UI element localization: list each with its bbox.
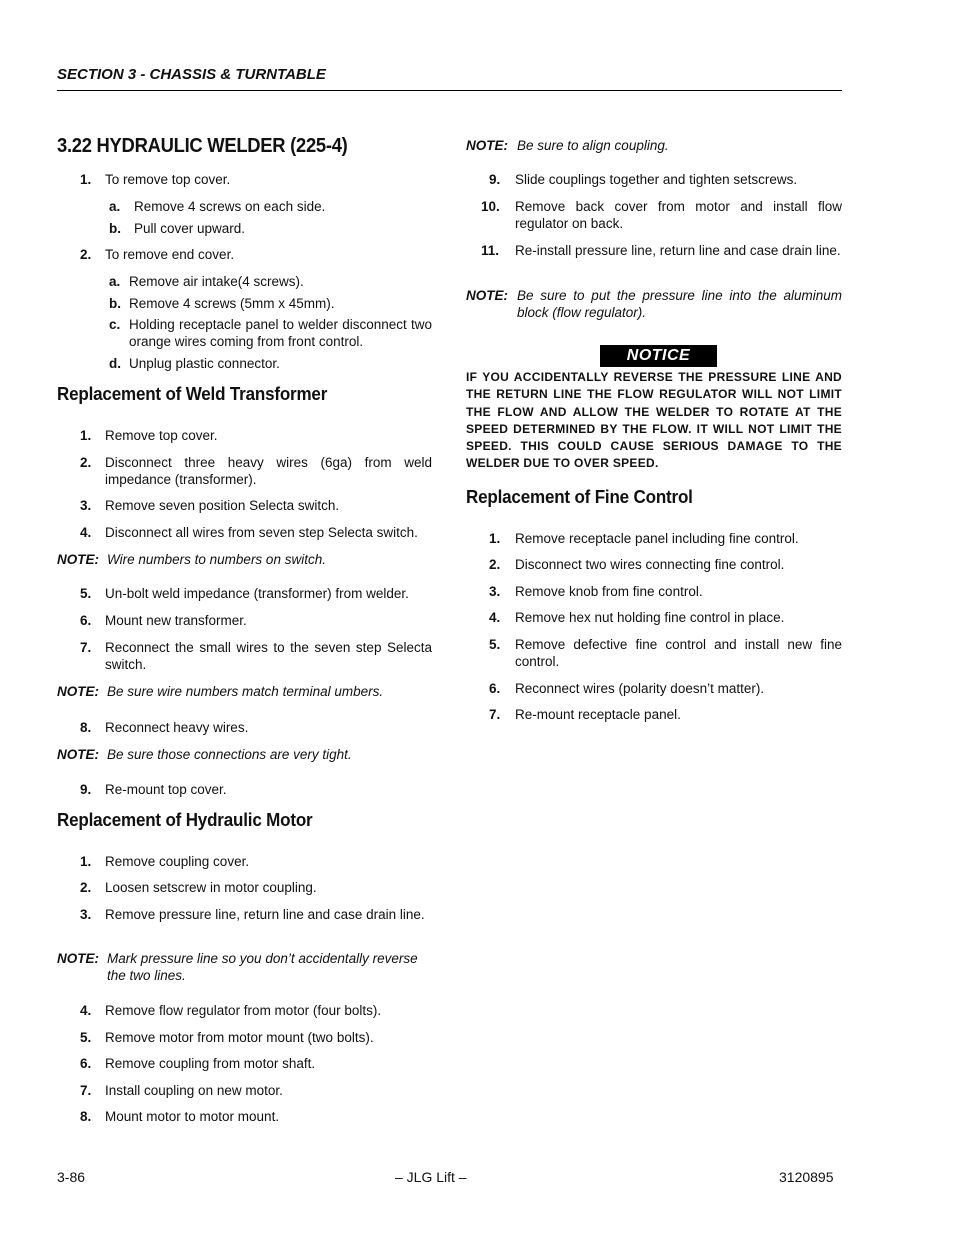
- list-item: 9. Slide couplings together and tighten setscrews.: [489, 172, 798, 187]
- list-item: 2. Disconnect two wires connecting fine control.: [489, 557, 785, 572]
- list-item: 11. Re-install pressure line, return line and case drain line.: [481, 243, 841, 258]
- list-item: 1. Remove receptacle panel including fine control.: [489, 531, 799, 546]
- list-item: 7. Re-mount receptacle panel.: [489, 707, 681, 722]
- list-item: 1. Remove coupling cover.: [80, 854, 250, 869]
- list-item: 6. Reconnect wires (polarity doesn’t matter).: [489, 681, 765, 696]
- list-item: 9. Re-mount top cover.: [80, 782, 227, 797]
- list-item: b. Remove 4 screws (5mm x 45mm).: [109, 296, 335, 311]
- document-number: 3120895: [779, 1169, 834, 1185]
- list-item: 4. Remove flow regulator from motor (four bolts).: [80, 1003, 382, 1018]
- list-item: 10. Remove back cover from motor and install flow regulator on back.: [481, 199, 842, 231]
- list-item: 2. To remove end cover.: [80, 247, 235, 262]
- list-item: 3. Remove seven position Selecta switch.: [80, 498, 340, 513]
- list-item: 5. Remove motor from motor mount (two bolts).: [80, 1030, 374, 1045]
- hydraulic-motor-title: Replacement of Hydraulic Motor: [57, 809, 313, 830]
- list-item: 7. Reconnect the small wires to the seven step Selecta switch.: [80, 640, 432, 672]
- main-title: 3.22 HYDRAULIC WELDER (225-4): [57, 135, 348, 157]
- list-item: 3. Remove pressure line, return line and case drain line.: [80, 907, 425, 922]
- list-item: 1. Remove top cover.: [80, 428, 218, 443]
- list-item: 4. Disconnect all wires from seven step Selecta switch.: [80, 525, 418, 540]
- list-item: a. Remove air intake(4 screws).: [109, 274, 304, 289]
- list-item: 6. Mount new transformer.: [80, 613, 247, 628]
- note: NOTE: Be sure to put the pressure line into the aluminum block (flow regulator).: [466, 288, 842, 320]
- list-item: 7. Install coupling on new motor.: [80, 1083, 283, 1098]
- fine-control-title: Replacement of Fine Control: [466, 486, 693, 507]
- note: NOTE: Be sure wire numbers match terminal umbers.: [57, 684, 384, 699]
- notice-badge: NOTICE: [600, 345, 717, 367]
- page-number: 3-86: [57, 1169, 86, 1185]
- list-item: 6. Remove coupling from motor shaft.: [80, 1056, 316, 1071]
- list-item: a. Remove 4 screws on each side.: [109, 199, 326, 214]
- section-title: SECTION 3 - CHASSIS & TURNTABLE: [57, 66, 326, 83]
- footer-brand: – JLG Lift –: [395, 1169, 467, 1185]
- list-item: d. Unplug plastic connector.: [109, 356, 280, 371]
- section-header: [57, 66, 842, 91]
- list-item: b. Pull cover upward.: [109, 221, 246, 236]
- list-item: 3. Remove knob from fine control.: [489, 584, 703, 599]
- list-item: c. Holding receptacle panel to welder disconnect two orange wires coming from front control.: [109, 317, 432, 349]
- list-item: 2. Disconnect three heavy wires (6ga) from weld impedance (transformer).: [80, 455, 432, 487]
- note: NOTE: Be sure those connections are very tight.: [57, 747, 352, 762]
- list-item: 1. To remove top cover.: [80, 172, 231, 187]
- note: NOTE: Mark pressure line so you don’t accidentally reverse the two lines.: [57, 951, 418, 983]
- list-item: 5. Remove defective fine control and install new fine control.: [489, 637, 842, 669]
- list-item: 8. Mount motor to motor mount.: [80, 1109, 280, 1124]
- weld-transformer-title: Replacement of Weld Transformer: [57, 383, 328, 404]
- list-item: 2. Loosen setscrew in motor coupling.: [80, 880, 317, 895]
- list-item: 5. Un-bolt weld impedance (transformer) from welder.: [80, 586, 409, 601]
- note: NOTE: Be sure to align coupling.: [466, 138, 669, 153]
- list-item: 4. Remove hex nut holding fine control in place.: [489, 610, 785, 625]
- note: NOTE: Wire numbers to numbers on switch.: [57, 552, 326, 567]
- notice-text: IF YOU ACCIDENTALLY REVERSE THE PRESSURE LINE AND THE RETURN LINE THE FLOW REGULATOR WILL NOT LIMIT THE FLOW AND ALLOW THE WELDER TO ROTATE AT THE SPEED DETERMINED BY THE FLOW. IT WILL NOT LIMIT THE SPEED. THIS COULD CAUSE SERIOUS DAMAGE TO THE WELDER DUE TO OVER SPEED.: [466, 370, 842, 471]
- list-item: 8. Reconnect heavy wires.: [80, 720, 249, 735]
